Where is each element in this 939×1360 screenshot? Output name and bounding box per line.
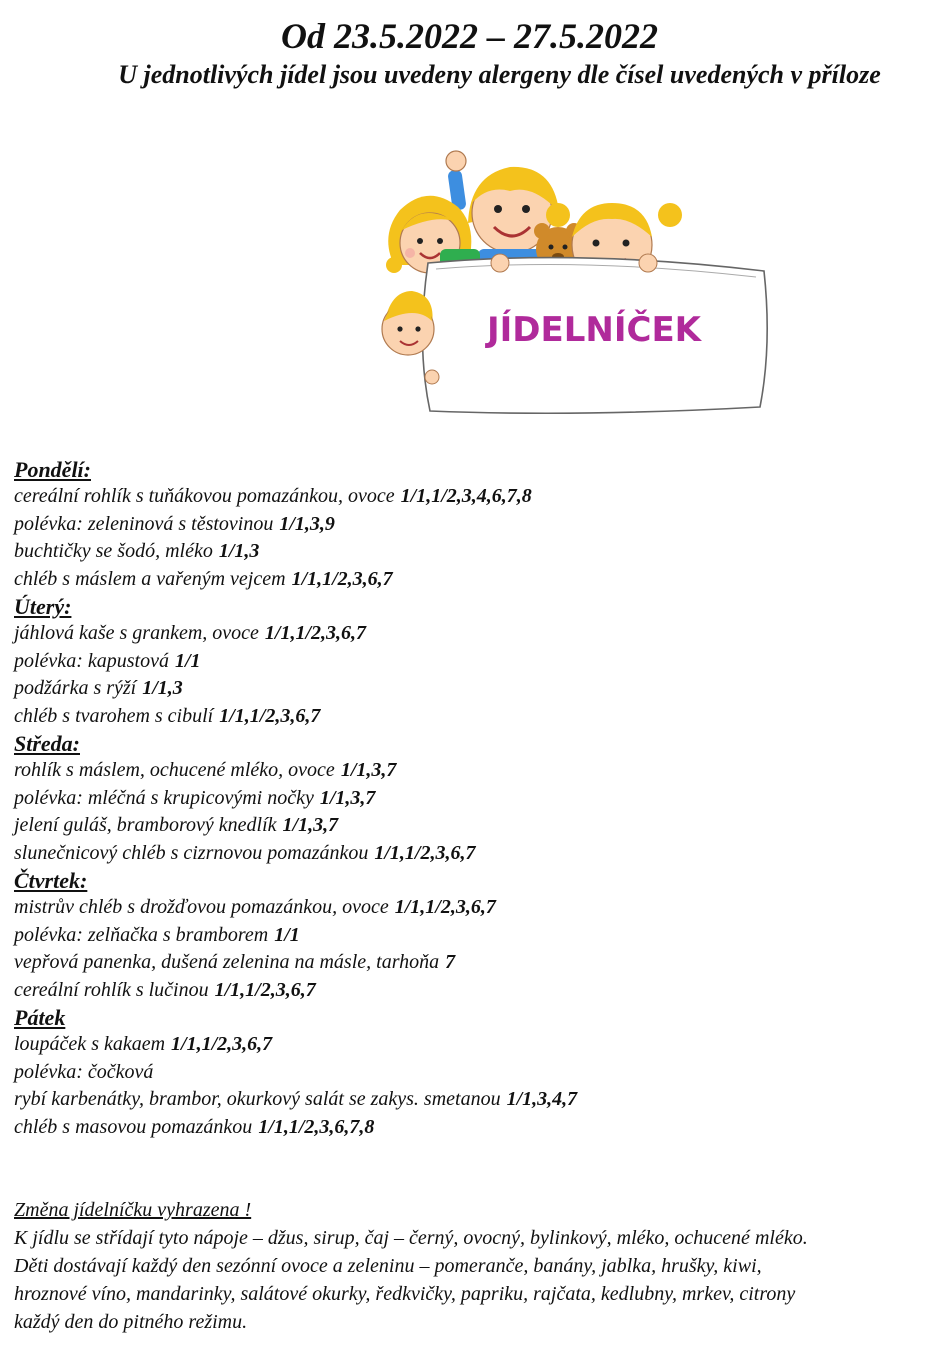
day-heading: Čtvrtek:: [14, 868, 88, 893]
menu-item: [14, 1059, 929, 1087]
menu-item: [14, 538, 929, 566]
allergen-codes: 1/1,3,9: [279, 512, 335, 535]
allergen-codes: 1/1,1/2,3,6,7,8: [258, 1115, 375, 1138]
menu-item: [14, 648, 929, 676]
allergen-codes: 1/1,1/2,3,6,7: [214, 978, 316, 1001]
allergen-codes: 1/1: [174, 649, 201, 672]
menu-item-text: polévka: kapustová: [14, 649, 169, 672]
allergen-codes: 1/1,1/2,3,4,6,7,8: [400, 485, 532, 507]
allergen-codes: 1/1,1/2,3,6,7: [264, 622, 367, 644]
menu-item-text: vepřová panenka, dušená zelenina na másle, tarhoňa: [14, 951, 440, 973]
menu-item: [14, 703, 929, 731]
kids-banner-illustration: [380, 145, 775, 420]
allergen-codes: 1/1,3: [142, 677, 183, 699]
allergen-codes: 1/1,1/2,3,6,7: [394, 896, 496, 918]
menu-item: [14, 785, 929, 813]
allergen-codes: 1/1,3,4,7: [506, 1088, 578, 1110]
allergen-codes: 1/1,1/2,3,6,7: [219, 704, 321, 727]
menu-item: [14, 840, 929, 868]
menu-item-text: buchtičky se šodó, mléko: [14, 540, 213, 562]
allergen-codes: 1/1,3,7: [340, 759, 397, 781]
day-heading: Úterý:: [14, 594, 72, 619]
day-heading: Pátek: [14, 1005, 66, 1030]
menu-item-text: polévka: zeleninová s těstovinou: [14, 512, 274, 535]
banner-label: JÍDELNÍČEK: [486, 310, 702, 350]
footer-line: K jídlu se střídají tyto nápoje – džus, sirup, čaj – černý, ovocný, bylinkový, mléko, ochucené mléko.: [14, 1227, 808, 1249]
menu-item-text: mistrův chléb s drožďovou pomazánkou, ovoce: [14, 896, 389, 918]
menu-item-text: polévka: zelňačka s bramborem: [14, 923, 269, 946]
menu-item: [14, 894, 929, 922]
boy-bottom-left-figure: [382, 291, 439, 384]
footer-line: Děti dostávají každý den sezónní ovoce a zeleninu – pomeranče, banány, jablka, hrušky, kiwi,: [14, 1255, 762, 1277]
menu-item-text: jáhlová kaše s grankem, ovoce: [14, 622, 259, 644]
menu-item-text: podžárka s rýží: [14, 677, 137, 699]
allergen-codes: 1/1,1/2,3,6,7: [171, 1033, 273, 1055]
allergen-codes: 1/1,3,7: [319, 786, 376, 809]
menu-item: [14, 1114, 929, 1142]
menu-item: [14, 483, 929, 511]
menu-item-text: jelení guláš, bramborový knedlík: [14, 814, 277, 836]
menu-item-text: chléb s masovou pomazánkou: [14, 1115, 253, 1138]
menu-item-text: cereální rohlík s lučinou: [14, 978, 209, 1001]
allergen-codes: 1/1,1/2,3,6,7: [374, 841, 476, 864]
menu-item-text: chléb s máslem a vařeným vejcem: [14, 567, 286, 590]
footer-line: každý den do pitného režimu.: [14, 1311, 248, 1333]
weekly-menu: [14, 456, 929, 1141]
page-title: Od 23.5.2022 – 27.5.2022: [281, 16, 658, 56]
menu-item-text: polévka: mléčná s krupicovými nočky: [14, 786, 314, 809]
menu-item: [14, 757, 929, 785]
allergen-codes: 7: [445, 951, 456, 973]
menu-item: [14, 1086, 929, 1114]
footer-line: hroznové víno, mandarinky, salátové okurky, ředkvičky, papriku, rajčata, kedlubny, mrkev, citrony: [14, 1283, 796, 1305]
menu-item: [14, 977, 929, 1005]
menu-item: [14, 675, 929, 703]
menu-item: [14, 566, 929, 594]
menu-item-text: rybí karbenátky, brambor, okurkový salát se zakys. smetanou: [14, 1088, 501, 1110]
menu-item-text: loupáček s kakaem: [14, 1033, 166, 1055]
footer-section: [14, 1196, 934, 1336]
day-heading: Středa:: [14, 731, 80, 756]
menu-item: [14, 922, 929, 950]
menu-item: [14, 511, 929, 539]
menu-item: [14, 1031, 929, 1059]
menu-item: [14, 620, 929, 648]
allergen-codes: 1/1,1/2,3,6,7: [291, 567, 393, 590]
page-subtitle: U jednotlivých jídel jsou uvedeny alergeny dle čísel uvedených v příloze: [118, 60, 881, 89]
menu-item-text: rohlík s máslem, ochucené mléko, ovoce: [14, 759, 335, 781]
menu-item: [14, 812, 929, 840]
allergen-codes: 1/1,3,7: [282, 814, 339, 836]
change-notice: Změna jídelníčku vyhrazena !: [14, 1199, 252, 1221]
menu-item-text: slunečnicový chléb s cizrnovou pomazánkou: [14, 841, 369, 864]
day-heading: Pondělí:: [14, 457, 91, 482]
allergen-codes: 1/1,3: [218, 540, 260, 562]
menu-item-text: polévka: čočková: [14, 1060, 154, 1083]
menu-item-text: cereální rohlík s tuňákovou pomazánkou, ovoce: [14, 485, 395, 507]
allergen-codes: 1/1: [274, 923, 300, 946]
menu-item-text: chléb s tvarohem s cibulí: [14, 704, 214, 727]
menu-item: [14, 949, 929, 977]
